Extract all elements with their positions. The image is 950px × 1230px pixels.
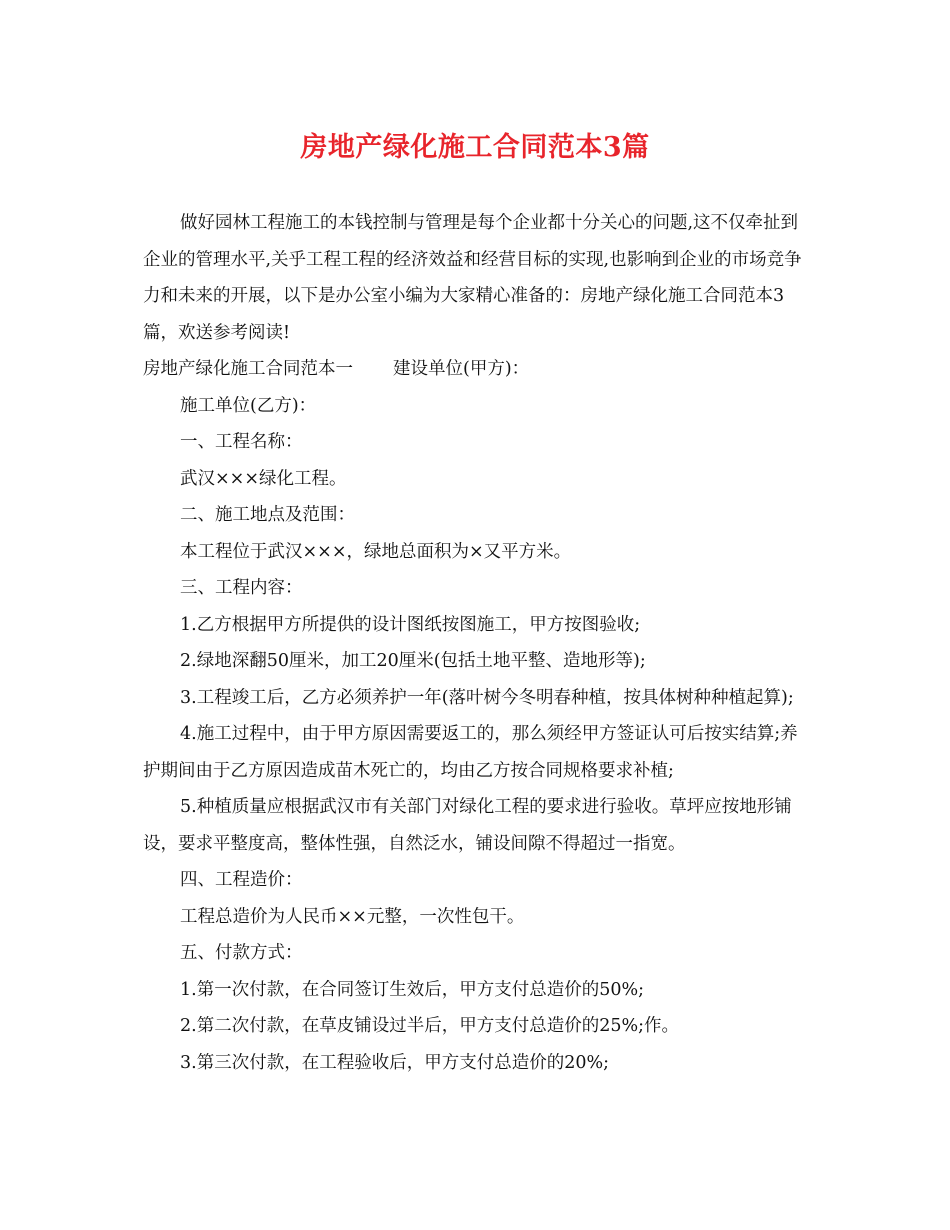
heading-project-name: 一、工程名称： <box>180 432 303 452</box>
heading-project-content: 三、工程内容： <box>180 578 303 598</box>
content-item-5: 5.种植质量应根据武汉市有关部门对绿化工程的要求进行验收。草坪应按地形铺设，要求平整度高，整体性强，自然泛水，铺设间隙不得超过一指宽。 <box>143 797 792 854</box>
content-item-4: 4.施工过程中，由于甲方原因需要返工的，那么须经甲方签证认可后按实结算;养护期间由于乙方原因造成苗木死亡的，均由乙方按合同规格要求补植; <box>143 724 798 781</box>
payment-item-3: 3.第三次付款，在工程验收后，甲方支付总造价的20%; <box>180 1052 609 1073</box>
heading-project-cost: 四、工程造价： <box>180 870 303 890</box>
heading-payment-method: 五、付款方式： <box>180 943 303 963</box>
content-item-1: 1.乙方根据甲方所提供的设计图纸按图施工，甲方按图验收; <box>180 614 641 635</box>
payment-item-2: 2.第二次付款，在草皮铺设过半后，甲方支付总造价的25%;作。 <box>180 1016 679 1036</box>
document-body <box>143 205 808 1081</box>
document-title: 房地产绿化施工合同范本3篇 <box>300 132 650 163</box>
content-item-3: 3.工程竣工后，乙方必须养护一年(落叶树今冬明春种植，按具体树种种植起算); <box>180 687 794 708</box>
payment-item-1: 1.第一次付款，在合同签订生效后，甲方支付总造价的50%; <box>180 979 644 1000</box>
project-cost-value: 工程总造价为人民币××元整，一次性包干。 <box>180 906 525 927</box>
project-name-value: 武汉×××绿化工程。 <box>180 468 347 489</box>
section-heading: 房地产绿化施工合同范本一 <box>143 359 353 379</box>
party-b-label: 施工单位(乙方)： <box>180 395 317 416</box>
intro-paragraph: 做好园林工程施工的本钱控制与管理是每个企业都十分关心的问题,这不仅牵扯到企业的管理水平,关乎工程工程的经济效益和经营目标的实现,也影响到企业的市场竞争力和未来的开展，以下是办公室小编为大家精心准备的：房地产绿化施工合同范本3篇，欢送参考阅读! <box>143 213 802 343</box>
section-heading-line <box>143 351 808 388</box>
heading-location-scope: 二、施工地点及范围： <box>180 505 355 525</box>
location-scope-value: 本工程位于武汉×××，绿地总面积为×又平方米。 <box>180 541 572 562</box>
content-item-2: 2.绿地深翻50厘米，加工20厘米(包括土地平整、造地形等); <box>180 651 646 671</box>
party-a-label: 建设单位(甲方)： <box>393 359 530 379</box>
